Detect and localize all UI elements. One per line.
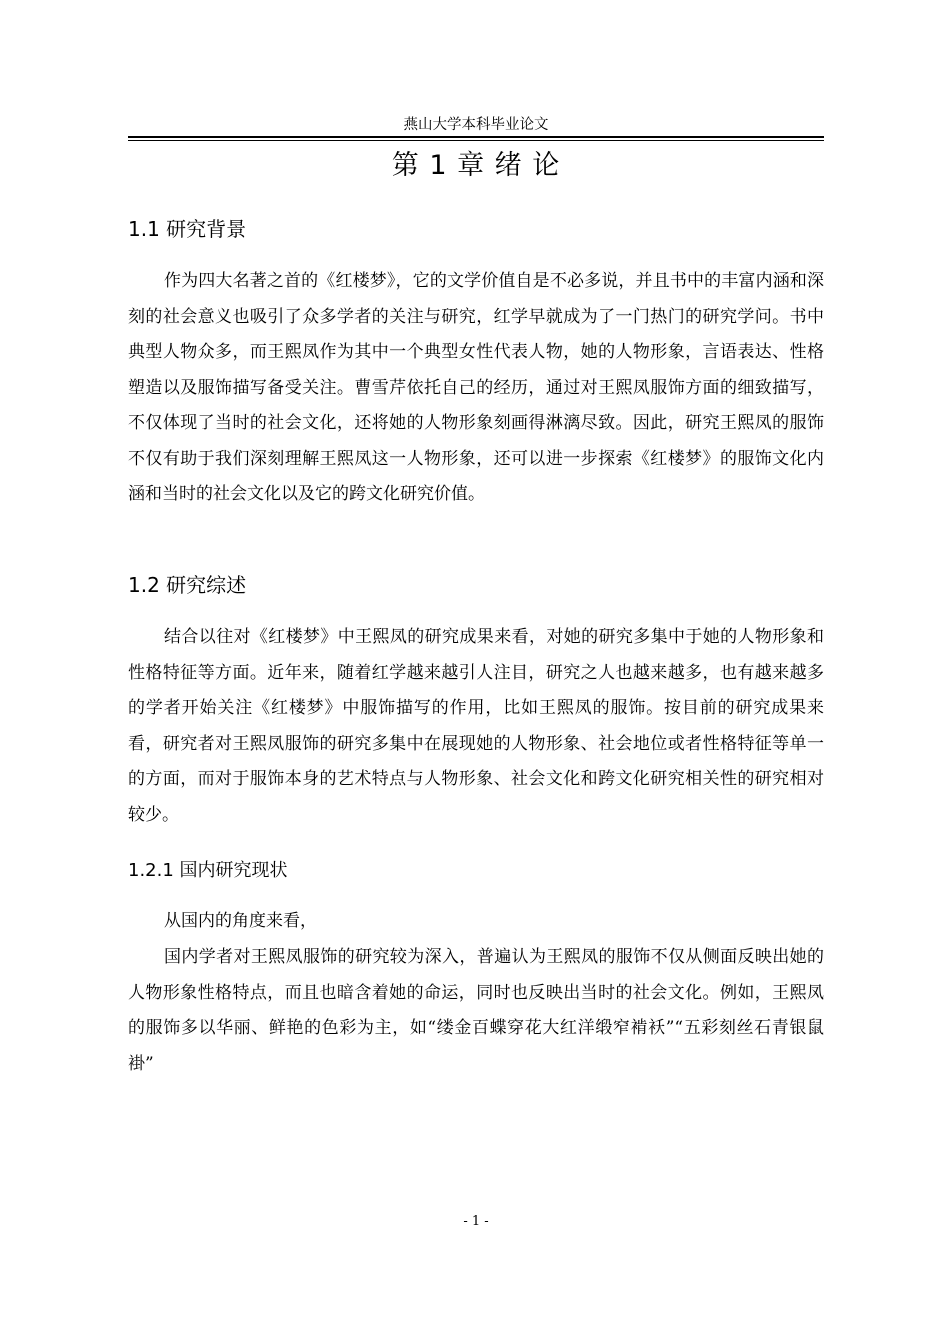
- chapter-title: 第 1 章 绪 论: [391, 150, 561, 181]
- section-1-2-1-intro-paragraph: 从国内的角度来看，: [164, 911, 317, 931]
- page-number: - 1 -: [463, 1214, 489, 1229]
- section-1-2-1-paragraph: 国内学者对王熙凤服饰的研究较为深入，普遍认为王熙凤的服饰不仅从侧面反映出她的人物形象性格特点，而且也暗含着她的命运，同时也反映出当时的社会文化。例如，王熙凤的服饰多以华丽、鲜艳的色彩为主，如“缕金百蝶穿花大红洋缎窄褃袄”“五彩刻丝石青银鼠褂”: [128, 947, 824, 1074]
- section-heading-1-2-1: 1.2.1 国内研究现状: [128, 860, 288, 881]
- section-heading-1-2: 1.2 研究综述: [128, 573, 247, 597]
- header-rule-thick: [128, 136, 824, 138]
- header-rule-thin: [128, 140, 824, 141]
- running-header: 燕山大学本科毕业论文: [403, 117, 549, 133]
- section-1-2-paragraph: 结合以往对《红楼梦》中王熙凤的研究成果来看，对她的研究多集中于她的人物形象和性格特征等方面。近年来，随着红学越来越引人注目，研究之人也越来越多，也有越来越多的学者开始关注《红楼梦》中服饰描写的作用，比如王熙凤的服饰。按目前的研究成果来看，研究者对王熙凤服饰的研究多集中在展现她的人物形象、社会地位或者性格特征等单一的方面，而对于服饰本身的艺术特点与人物形象、社会文化和跨文化研究相关性的研究相对较少。: [128, 627, 824, 825]
- section-heading-1-1: 1.1 研究背景: [128, 217, 247, 241]
- section-1-1-paragraph: 作为四大名著之首的《红楼梦》，它的文学价值自是不必多说，并且书中的丰富内涵和深刻的社会意义也吸引了众多学者的关注与研究，红学早就成为了一门热门的研究学问。书中典型人物众多，而王熙凤作为其中一个典型女性代表人物，她的人物形象，言语表达、性格塑造以及服饰描写备受关注。曹雪芹依托自己的经历，通过对王熙凤服饰方面的细致描写，不仅体现了当时的社会文化，还将她的人物形象刻画得淋漓尽致。因此，研究王熙凤的服饰不仅有助于我们深刻理解王熙凤这一人物形象，还可以进一步探索《红楼梦》的服饰文化内涵和当时的社会文化以及它的跨文化研究价值。: [128, 271, 824, 504]
